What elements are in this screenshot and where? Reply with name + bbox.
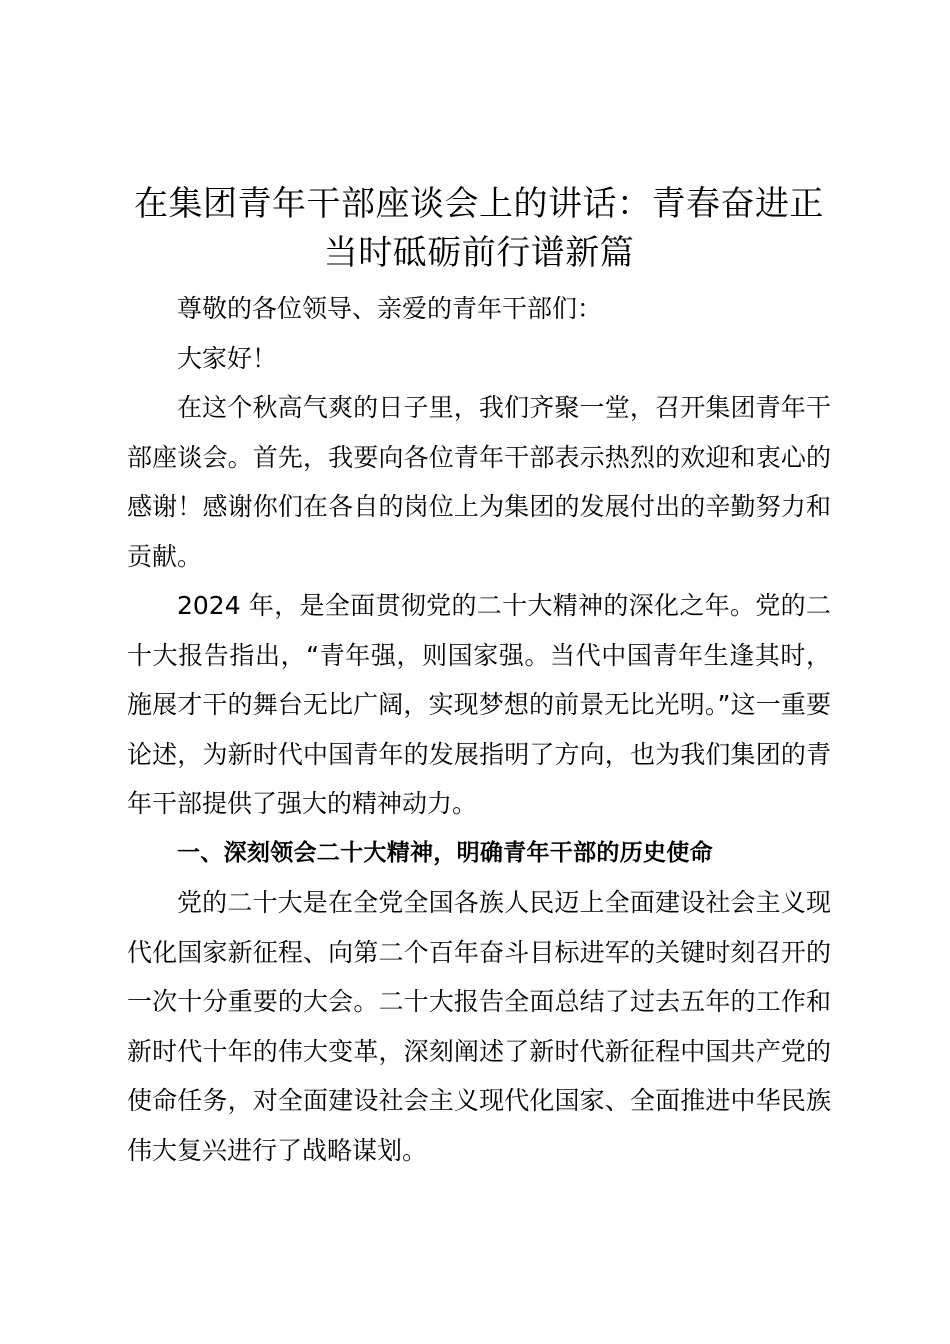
greeting: 大家好！: [177, 343, 278, 373]
body-paragraph-1: 在这个秋高气爽的日子里，我们齐聚一堂，召开集团青年干部座谈会。首先，我要向各位青年干部表示热烈的欢迎和衷心的感谢！感谢你们在各自的岗位上为集团的发展付出的辛勤努力和贡献。: [127, 393, 831, 571]
section-paragraph: 党的二十大是在全党全国各族人民迈上全面建设社会主义现代化国家新征程、向第二个百年奋斗目标进军的关键时刻召开的一次十分重要的大会。二十大报告全面总结了过去五年的工作和新时代十年的伟大变革，深刻阐述了新时代新征程中国共产党的使命任务，对全面建设社会主义现代化国家、全面推进中华民族伟大复兴进行了战略谋划。: [127, 888, 831, 1165]
document-content: [127, 180, 831, 1175]
body-paragraph-2: 2024 年，是全面贯彻党的二十大精神的深化之年。党的二十大报告指出，“青年强，则国家强。当代中国青年生逢其时，施展才干的舞台无比广阔，实现梦想的前景无比光明。”这一重要论述，为新时代中国青年的发展指明了方向，也为我们集团的青年干部提供了强大的精神动力。: [127, 591, 831, 818]
document-title: 在集团青年干部座谈会上的讲话：青春奋进正当时砥砺前行谱新篇: [134, 184, 824, 273]
section-heading: 一、深刻领会二十大精神，明确青年干部的历史使命: [177, 839, 713, 866]
salutation: 尊敬的各位领导、亲爱的青年干部们：: [177, 294, 603, 323]
